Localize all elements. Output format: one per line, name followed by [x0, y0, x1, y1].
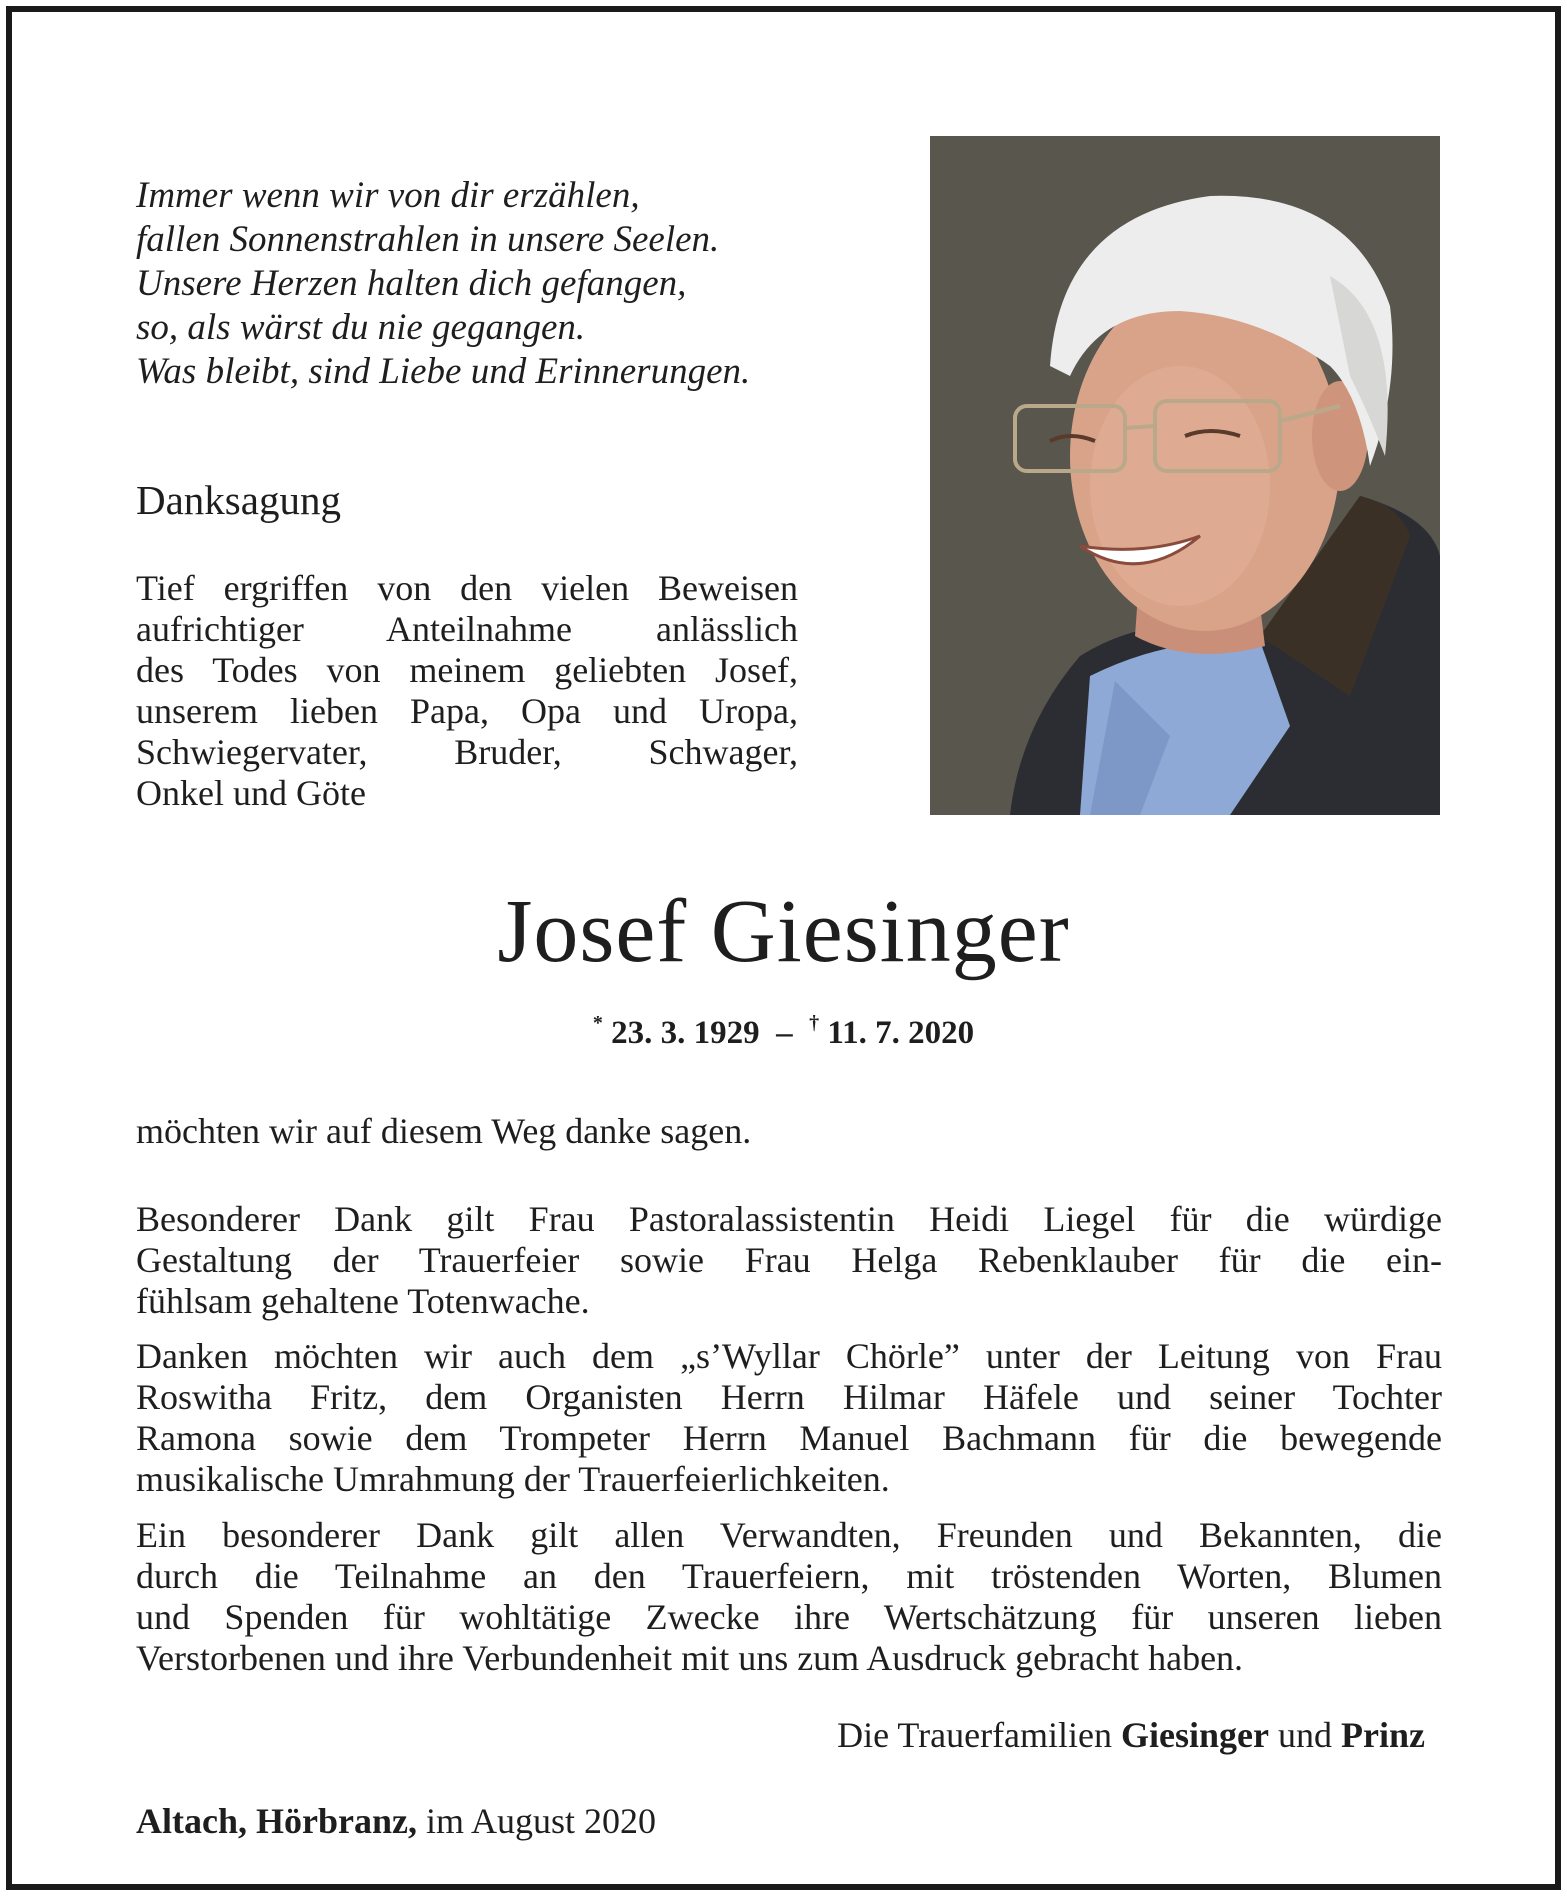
paragraph-line: Ramona sowie dem Trompeter Herrn Manuel Bachmann für die bewegende	[136, 1418, 1442, 1458]
intro-line: des Todes von meinem geliebten Josef,	[136, 650, 798, 690]
family-signature	[837, 1714, 1425, 1756]
paragraph-line: durch die Teilnahme an den Trauerfeiern, mit tröstenden Worten, Blumen	[136, 1556, 1442, 1596]
poem-line: Was bleibt, sind Liebe und Erinnerungen.	[136, 351, 751, 392]
family-name-2: Prinz	[1341, 1715, 1425, 1755]
paragraph-line: fühlsam gehaltene Totenwache.	[136, 1281, 590, 1321]
paragraph-line: Roswitha Fritz, dem Organisten Herrn Hilmar Häfele und seiner Tochter	[136, 1377, 1442, 1417]
paragraph-line: musikalische Umrahmung der Trauerfeierlichkeiten.	[136, 1459, 890, 1499]
intro-line: unserem lieben Papa, Opa und Uropa,	[136, 691, 798, 731]
intro-line: Tief ergriffen von den vielen Beweisen	[136, 568, 798, 608]
poem-line: Immer wenn wir von dir erzählen,	[136, 175, 640, 216]
intro-line: Onkel und Göte	[136, 773, 366, 813]
paragraph-line: Ein besonderer Dank gilt allen Verwandten, Freunden und Bekannten, die	[136, 1515, 1442, 1555]
notice-date: im August 2020	[425, 1801, 656, 1841]
thanks-paragraph-2	[136, 1336, 1442, 1500]
portrait-photo	[930, 136, 1440, 815]
death-symbol: †	[809, 1012, 820, 1034]
signature-conjunction: und	[1278, 1715, 1333, 1755]
thanks-sentence: möchten wir auf diesem Weg danke sagen.	[136, 1111, 752, 1151]
life-dates	[12, 1012, 1555, 1052]
birth-symbol: *	[592, 1012, 603, 1034]
paragraph-line: Besonderer Dank gilt Frau Pastoralassistentin Heidi Liegel für die würdige	[136, 1199, 1442, 1239]
paragraph-line: Danken möchten wir auch dem „s’Wyllar Chörle” unter der Leitung von Frau	[136, 1336, 1442, 1376]
heading-danksagung: Danksagung	[136, 477, 341, 523]
signature-prefix: Die Trauerfamilien	[837, 1715, 1113, 1755]
death-date: 11. 7. 2020	[827, 1015, 975, 1051]
portrait-illustration	[930, 136, 1440, 815]
poem-line: so, als wärst du nie gegangen.	[136, 307, 586, 348]
family-name-1: Giesinger	[1121, 1715, 1270, 1755]
intro-line: aufrichtiger Anteilnahme anlässlich	[136, 609, 798, 649]
paragraph-line: Verstorbenen und ihre Verbundenheit mit uns zum Ausdruck gebracht haben.	[136, 1638, 1244, 1678]
poem-line: fallen Sonnenstrahlen in unsere Seelen.	[136, 219, 720, 260]
deceased-name: Josef Giesinger	[497, 882, 1070, 981]
paragraph-line: Gestaltung der Trauerfeier sowie Frau Helga Rebenklauber für die ein-	[136, 1240, 1442, 1280]
place-names: Altach, Hörbranz,	[136, 1801, 417, 1841]
thanks-paragraph-1	[136, 1199, 1442, 1322]
intro-line: Schwiegervater, Bruder, Schwager,	[136, 732, 798, 772]
memorial-poem	[136, 174, 826, 394]
birth-date: 23. 3. 1929	[611, 1015, 760, 1051]
date-separator: –	[776, 1015, 793, 1051]
obituary-notice	[6, 6, 1561, 1890]
place-and-date	[136, 1800, 656, 1842]
thanks-paragraph-3	[136, 1515, 1442, 1679]
paragraph-line: und Spenden für wohltätige Zwecke ihre Wertschätzung für unseren lieben	[136, 1597, 1442, 1637]
poem-line: Unsere Herzen halten dich gefangen,	[136, 263, 687, 304]
intro-text	[136, 568, 798, 814]
